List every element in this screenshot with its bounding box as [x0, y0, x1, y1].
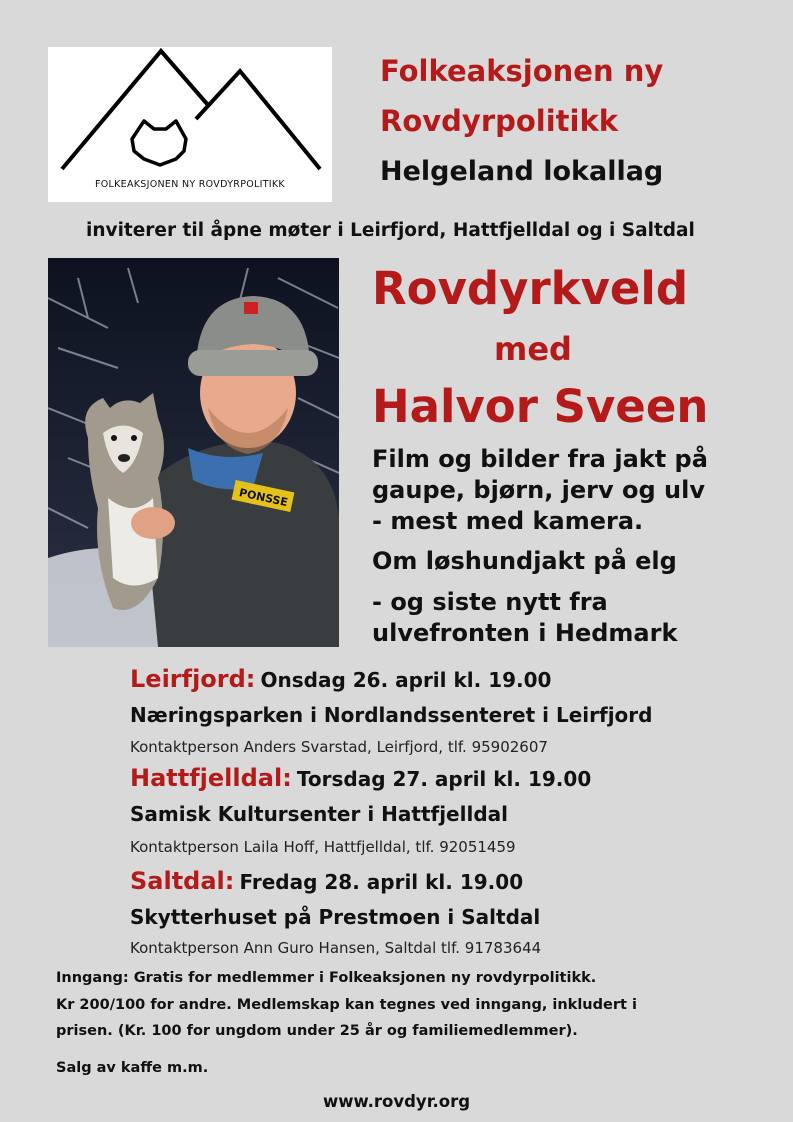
- event-place: Hattfjelldal:: [130, 764, 292, 792]
- speaker-name: Halvor Sveen: [372, 380, 709, 433]
- org-local-chapter: Helgeland lokallag: [380, 156, 664, 187]
- event-hattfjelldal: [130, 766, 591, 790]
- website-url: www.rovdyr.org: [322, 1092, 471, 1111]
- logo-caption: FOLKEAKSJONEN NY ROVDYRPOLITIKK: [95, 179, 285, 190]
- entry-info-line1: Inngang: Gratis for medlemmer i Folkeaksjonen ny rovdyrpolitikk.: [56, 970, 597, 986]
- event-title: Rovdyrkveld: [372, 262, 689, 315]
- coffee-sale-note: Salg av kaffe m.m.: [56, 1060, 209, 1076]
- event-place: Leirfjord:: [130, 665, 256, 693]
- entry-info-line2: Kr 200/100 for andre. Medlemskap kan tegnes ved inngang, inkludert i: [56, 997, 637, 1013]
- description-line4: Om løshundjakt på elg: [372, 547, 677, 575]
- description-line3: - mest med kamera.: [372, 507, 644, 535]
- organization-logo: [48, 47, 332, 202]
- event-contact: Kontaktperson Ann Guro Hansen, Saltdal tlf. 91783644: [130, 939, 542, 957]
- org-name-line2: Rovdyrpolitikk: [380, 104, 619, 138]
- event-venue: Næringsparken i Nordlandssenteret i Leirfjord: [130, 703, 653, 727]
- event-venue: Samisk Kultursenter i Hattfjelldal: [130, 802, 508, 826]
- man-holding-puppy-illustration-icon: [48, 258, 339, 647]
- event-contact: Kontaktperson Anders Svarstad, Leirfjord, tlf. 95902607: [130, 738, 548, 756]
- description-line5: - og siste nytt fra: [372, 588, 608, 616]
- event-place: Saltdal:: [130, 867, 235, 895]
- description-line1: Film og bilder fra jakt på: [372, 445, 708, 473]
- event-date-time: Fredag 28. april kl. 19.00: [239, 870, 524, 894]
- speaker-photo: [48, 258, 339, 647]
- event-date-time: Torsdag 27. april kl. 19.00: [296, 767, 592, 791]
- event-saltdal: [130, 869, 523, 893]
- entry-info-line3: prisen. (Kr. 100 for ungdom under 25 år og familiemedlemmer).: [56, 1023, 578, 1039]
- org-name-line1: Folkeaksjonen ny: [380, 54, 664, 88]
- description-line6: ulvefronten i Hedmark: [372, 619, 678, 647]
- description-line2: gaupe, bjørn, jerv og ulv: [372, 476, 705, 504]
- event-venue: Skytterhuset på Prestmoen i Saltdal: [130, 905, 541, 929]
- event-leirfjord: [130, 667, 551, 691]
- event-contact: Kontaktperson Laila Hoff, Hattfjelldal, tlf. 92051459: [130, 838, 516, 856]
- event-date-time: Onsdag 26. april kl. 19.00: [260, 668, 552, 692]
- event-title-with: med: [494, 330, 572, 368]
- invitation-text: inviterer til åpne møter i Leirfjord, Hattfjelldal og i Saltdal: [86, 220, 695, 241]
- jacket-patch-text: PONSSE: [237, 486, 289, 510]
